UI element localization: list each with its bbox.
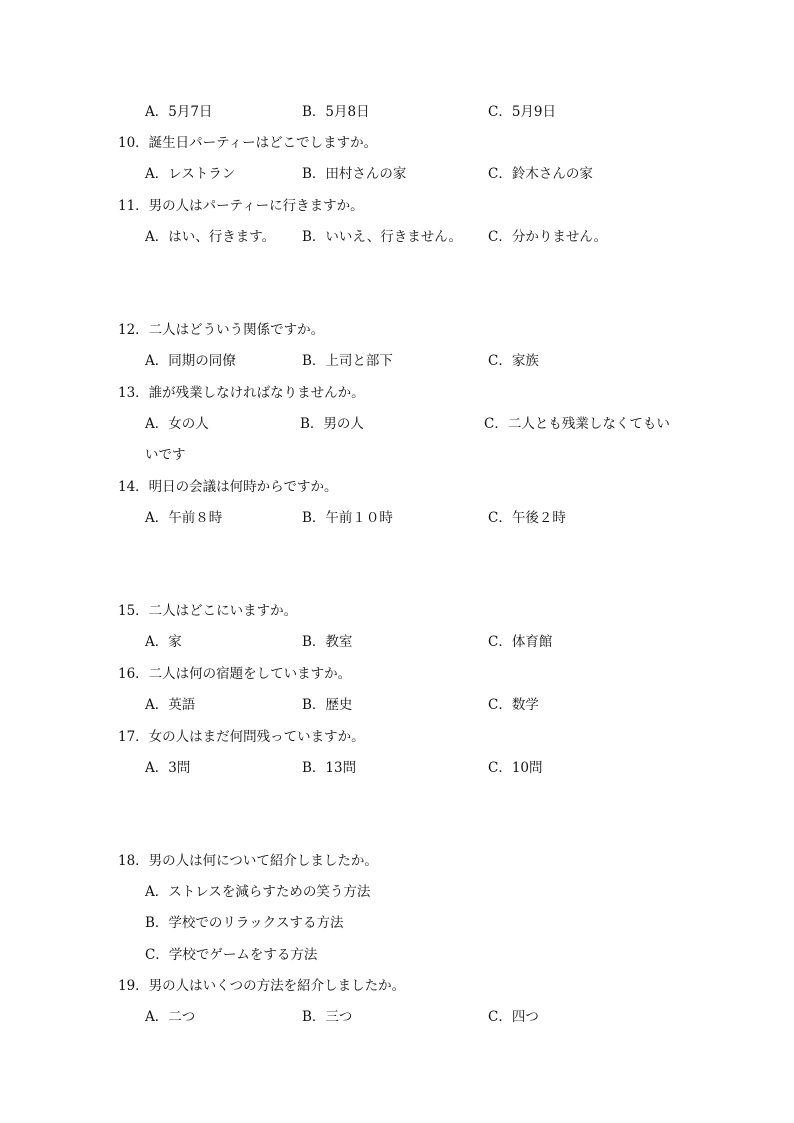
- q18-option-c: C．学校でゲームをする方法: [145, 947, 318, 963]
- q17-text: 17．女の人はまだ何問残っていますか。: [118, 729, 365, 745]
- q12-option-c: C．家族: [488, 353, 539, 369]
- q10-option-a: A．レストラン: [145, 166, 236, 182]
- q18-option-a: A．ストレスを減らすための笑う方法: [145, 884, 371, 900]
- q12-option-a: A．同期の同僚: [145, 353, 236, 369]
- q9-option-b: B．5月8日: [302, 104, 370, 120]
- q13-option-c-continued: いです: [145, 447, 186, 463]
- q15-option-c: C．体育館: [488, 634, 553, 650]
- q17-option-b: B．13問: [302, 760, 357, 776]
- q9-option-c: C．5月9日: [488, 104, 557, 120]
- q14-option-a: A．午前８時: [145, 510, 223, 526]
- q12-text: 12．二人はどういう関係ですか。: [118, 322, 325, 338]
- q16-option-a: A．英語: [145, 697, 196, 713]
- q10-text: 10．誕生日パーティーはどこでしますか。: [118, 135, 378, 151]
- q10-option-c: C．鈴木さんの家: [488, 166, 593, 182]
- q11-option-c: C．分かりません。: [488, 229, 608, 245]
- q19-option-b: B．三つ: [302, 1009, 353, 1025]
- q11-option-a: A．はい、行きます。: [145, 229, 276, 245]
- q18-option-b: B．学校でのリラックスする方法: [145, 915, 344, 931]
- q13-text: 13．誰が残業しなければなりませんか。: [118, 385, 365, 401]
- q10-option-b: B．田村さんの家: [302, 166, 407, 182]
- q17-option-a: A．3問: [145, 760, 191, 776]
- q16-option-b: B．歴史: [302, 697, 353, 713]
- q18-text: 18．男の人は何について紹介しましたか。: [118, 853, 378, 869]
- q9-option-a: A．5月7日: [145, 104, 213, 120]
- q16-option-c: C．数学: [488, 697, 539, 713]
- q13-option-b: B．男の人: [300, 416, 364, 432]
- q14-option-c: C．午後２時: [488, 510, 566, 526]
- q15-option-a: A．家: [145, 634, 182, 650]
- q14-option-b: B．午前１０時: [302, 510, 393, 526]
- q13-option-a: A．女の人: [145, 416, 209, 432]
- q16-text: 16．二人は何の宿題をしていますか。: [118, 666, 352, 682]
- q11-text: 11．男の人はパーティーに行きますか。: [118, 198, 364, 214]
- q19-text: 19．男の人はいくつの方法を紹介しましたか。: [118, 978, 406, 994]
- q11-option-b: B．いいえ、行きません。: [302, 229, 463, 245]
- q17-option-c: C．10問: [488, 760, 543, 776]
- q15-option-b: B．教室: [302, 634, 353, 650]
- q15-text: 15．二人はどこにいますか。: [118, 603, 298, 619]
- q13-option-c: C．二人とも残業しなくてもい: [484, 416, 670, 432]
- q19-option-a: A．二つ: [145, 1009, 196, 1025]
- q12-option-b: B．上司と部下: [302, 353, 393, 369]
- q19-option-c: C．四つ: [488, 1009, 539, 1025]
- q14-text: 14．明日の会議は何時からですか。: [118, 479, 338, 495]
